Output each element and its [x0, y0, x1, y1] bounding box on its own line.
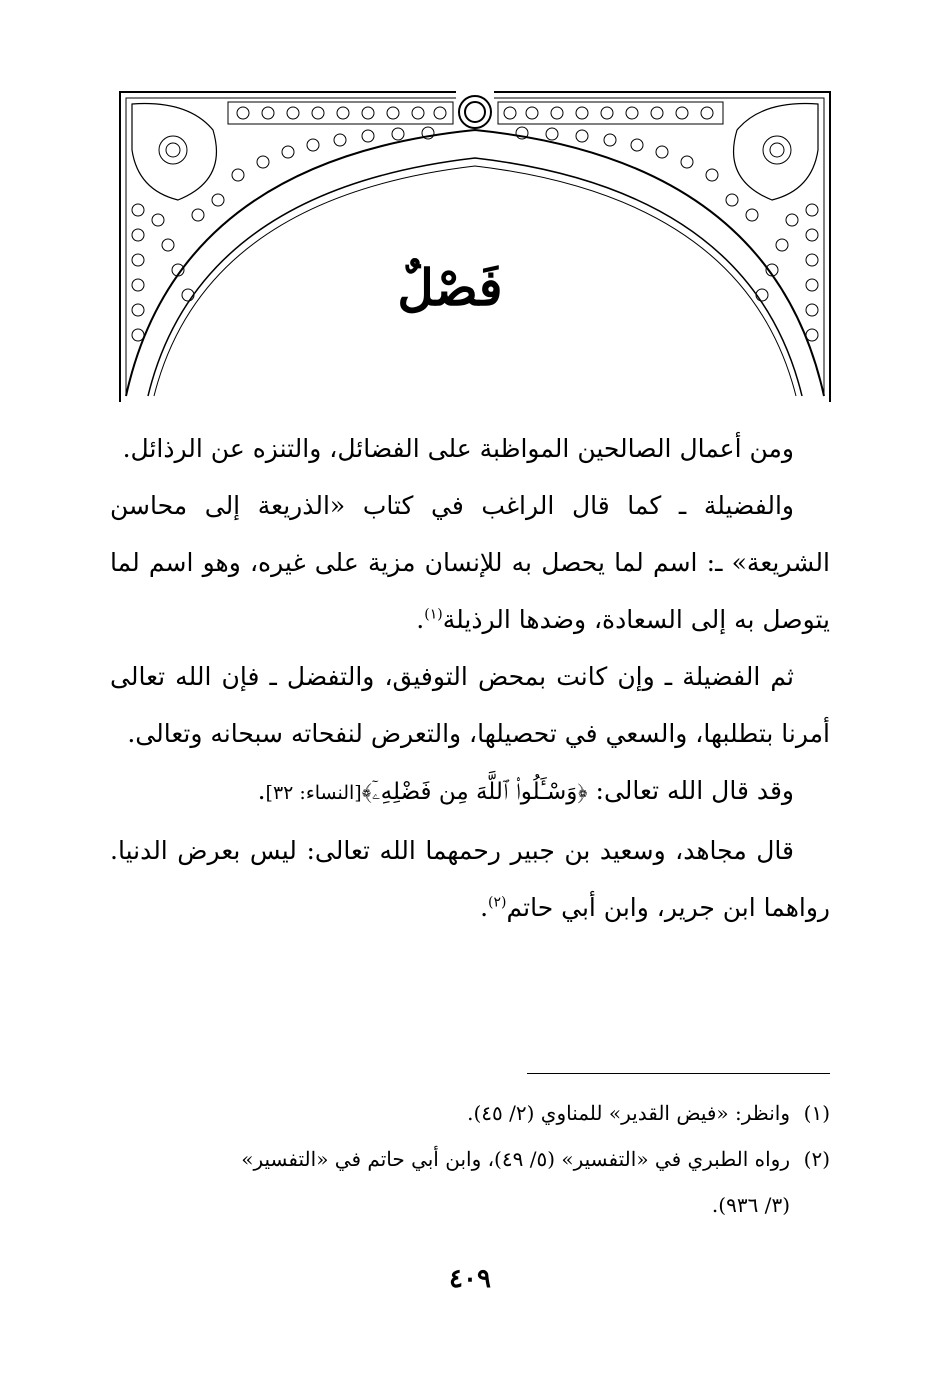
paragraph-2-end: .: [416, 605, 425, 634]
footnote-1-text: وانظر: «فيض القدير» للمناوي (٢/ ٤٥).: [467, 1101, 790, 1125]
paragraph-2-text: والفضيلة ـ كما قال الراغب في كتاب «الذريعة إلى محاسن الشريعة» ـ: اسم لما يحصل به للإنسان مزية على غيره، وهو اسم لما يتوصل به إلى السعادة، وضدها الرذيلة: [110, 491, 830, 634]
footnote-divider: [527, 1073, 830, 1074]
paragraph-5: [110, 822, 830, 936]
main-text: [110, 420, 830, 936]
footnote-1: [110, 1090, 830, 1136]
paragraph-4: [110, 762, 830, 822]
paragraph-3: ثم الفضيلة ـ وإن كانت بمحض التوفيق، والتفضل ـ فإن الله تعالى أمرنا بتطلبها، والسعي في تحصيلها، والتعرض لنفحاته سبحانه وتعالى.: [110, 662, 830, 748]
footnote-ref-1[interactable]: (١): [424, 606, 443, 623]
footnote-2-continuation: (٣/ ٩٣٦).: [711, 1193, 790, 1217]
footnote-1-number: (١): [803, 1101, 830, 1125]
chapter-title: فَصْلٌ: [397, 258, 503, 317]
paragraph-5-end: .: [480, 893, 489, 922]
paragraph-1: ومن أعمال الصالحين المواظبة على الفضائل، والتنزه عن الرذائل.: [122, 434, 794, 463]
paragraph-2: [110, 477, 830, 648]
footnote-2: [110, 1136, 830, 1182]
paragraph-4-end: .: [257, 776, 266, 805]
verse-reference: [النساء: ٣٢]: [265, 782, 362, 804]
footnotes: [110, 1090, 830, 1228]
footnote-2-number: (٢): [803, 1147, 830, 1171]
quran-verse: ﴿وَسْـَٔلُوا۟ ٱللَّهَ مِن فَضْلِهِۦٓ﴾: [361, 779, 588, 805]
paragraph-4-text: وقد قال الله تعالى:: [587, 776, 794, 805]
page-number: ٤٠٩: [449, 1264, 491, 1294]
footnote-ref-2[interactable]: (٢): [488, 894, 507, 911]
footnote-2-text: رواه الطبري في «التفسير» (٥/ ٤٩)، وابن أبي حاتم في «التفسير»: [241, 1147, 790, 1171]
paragraph-5-text: قال مجاهد، وسعيد بن جبير رحمهما الله تعالى: ليس بعرض الدنيا. رواهما ابن جرير، وابن أبي حاتم: [110, 836, 830, 922]
ornamental-arch-frame: [118, 90, 832, 405]
